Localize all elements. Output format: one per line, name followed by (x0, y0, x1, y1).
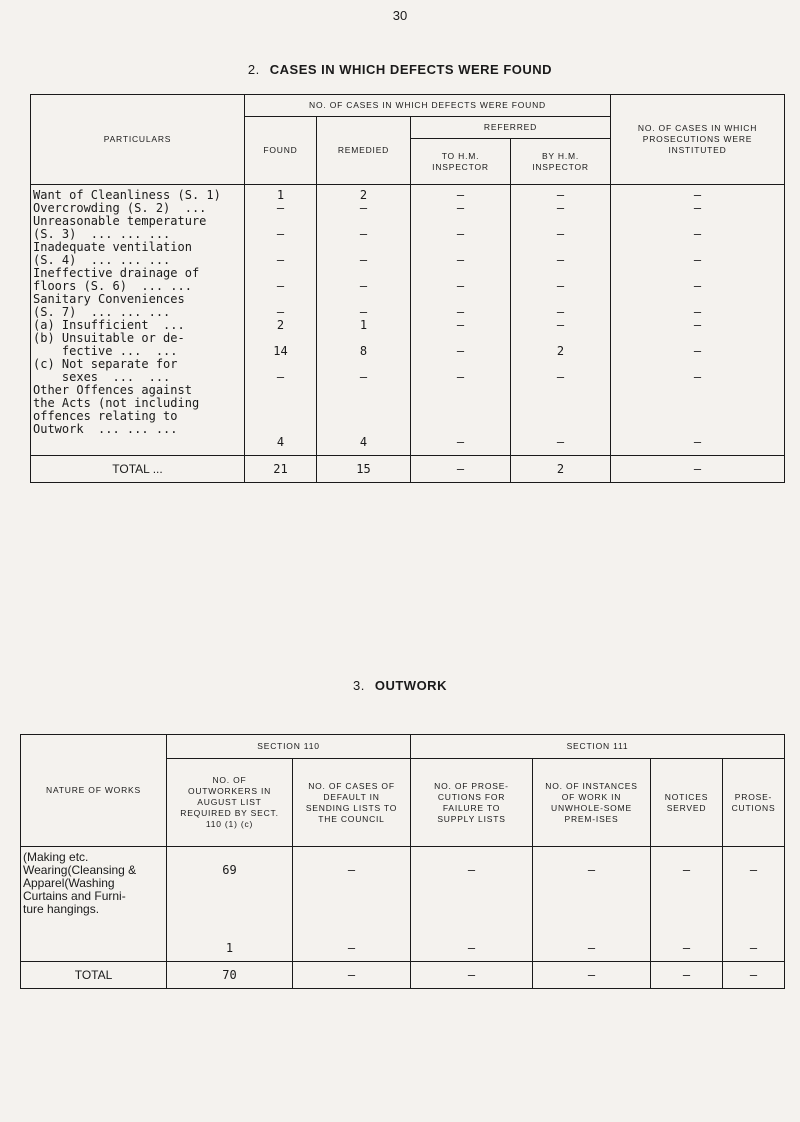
particulars-line: offences relating to (33, 409, 178, 423)
cell-spacer (317, 410, 410, 423)
nature-column (21, 847, 167, 962)
referred-header: REFERRED (411, 117, 611, 139)
cell-value-by-hm: – (556, 305, 565, 319)
section-2-title (0, 62, 800, 77)
cell-value-found: – (276, 305, 285, 319)
cell-spacer (411, 916, 532, 929)
cell-spacer (167, 877, 292, 890)
outwork-cell-value: – (347, 941, 356, 955)
cell-spacer (533, 916, 650, 929)
page-number: 30 (392, 8, 408, 23)
remedied-header: REMEDIED (317, 117, 411, 185)
particulars-line: Sanitary Conveniences (33, 292, 185, 306)
cell-value-remedied: – (359, 201, 368, 215)
section-2-number: 2. (247, 62, 260, 77)
prosecutions-header-111: PROSE-CUTIONS (723, 759, 785, 847)
cell-value-to-hm: – (456, 305, 465, 319)
cell-spacer (293, 916, 410, 929)
default-column (293, 847, 411, 962)
outwork-cell-value: – (682, 941, 691, 955)
particulars-line: Want of Cleanliness (S. 1) (33, 188, 221, 202)
total-by-hm: 2 (511, 456, 611, 483)
cell-value-found: 14 (273, 344, 288, 358)
particulars-line: (S. 3) ... ... ... (33, 227, 171, 241)
cell-spacer (293, 877, 410, 890)
outwork-cell-value: – (682, 863, 691, 877)
cell-spacer (611, 410, 784, 423)
cell-value-remedied: – (359, 227, 368, 241)
cell-value-to-hm: – (456, 318, 465, 332)
notices-served-header: NOTICES SERVED (651, 759, 723, 847)
cell-spacer (317, 397, 410, 410)
nature-line: Wearing(Cleansing & (23, 863, 137, 877)
outwork-cell-value: 1 (225, 941, 234, 955)
cell-value-found: 4 (276, 435, 285, 449)
cell-value-found: 2 (276, 318, 285, 332)
cell-spacer (411, 397, 510, 410)
found-header: FOUND (245, 117, 317, 185)
defects-table (30, 94, 785, 483)
unwholesome-column (533, 847, 651, 962)
cell-value-pros: – (693, 227, 702, 241)
outwork-cell-value: – (749, 863, 758, 877)
cell-spacer (411, 410, 510, 423)
cell-spacer (167, 890, 292, 903)
particulars-line: Ineffective drainage of (33, 266, 200, 280)
unwholesome-premises-header: NO. OF INSTANCES OF WORK IN UNWHOLE-SOME PREM-ISES (533, 759, 651, 847)
cell-value-found: – (276, 253, 285, 267)
notices-column (651, 847, 723, 962)
cell-spacer (651, 916, 722, 929)
outwork-total-c4: – (533, 962, 651, 989)
cell-value-remedied: – (359, 305, 368, 319)
cell-spacer (167, 903, 292, 916)
cell-value-by-hm: – (556, 279, 565, 293)
cell-value-to-hm: – (456, 435, 465, 449)
remedied-column (317, 185, 411, 456)
cell-spacer (293, 903, 410, 916)
nature-line: Apparel(Washing (23, 876, 115, 890)
cell-value-by-hm: – (556, 188, 565, 202)
cell-value-remedied: – (359, 279, 368, 293)
particulars-line: (c) Not separate for (33, 357, 178, 371)
outwork-total-c2: – (293, 962, 411, 989)
cell-spacer (651, 903, 722, 916)
cell-spacer (245, 397, 316, 410)
defects-total-row (31, 456, 785, 483)
cell-value-found: – (276, 201, 285, 215)
outworkers-column (167, 847, 293, 962)
cell-spacer (411, 903, 532, 916)
cell-spacer (723, 877, 784, 890)
cell-spacer (533, 890, 650, 903)
to-hm-inspector-header: TO H.M. INSPECTOR (411, 139, 511, 185)
section-110-header: SECTION 110 (167, 735, 411, 759)
cell-value-by-hm: – (556, 201, 565, 215)
cell-spacer (611, 397, 784, 410)
outwork-cell-value: – (467, 863, 476, 877)
by-hm-column (511, 185, 611, 456)
cell-value-by-hm: – (556, 253, 565, 267)
outwork-cell-value: 69 (222, 863, 237, 877)
prosecutions-column-111 (723, 847, 785, 962)
cell-value-remedied: 2 (359, 188, 368, 202)
cell-value-found: – (276, 370, 285, 384)
cell-spacer (411, 384, 510, 397)
cell-value-pros: – (693, 253, 702, 267)
particulars-line: (S. 4) ... ... ... (33, 253, 171, 267)
particulars-line: floors (S. 6) ... ... (33, 279, 192, 293)
cell-value-pros: – (693, 279, 702, 293)
cell-value-by-hm: – (556, 370, 565, 384)
prosecutions-failure-column (411, 847, 533, 962)
prosecutions-failure-header: NO. OF PROSE-CUTIONS FOR FAILURE TO SUPPLY LISTS (411, 759, 533, 847)
cell-spacer (533, 903, 650, 916)
particulars-line: Inadequate ventilation (33, 240, 192, 254)
cell-value-to-hm: – (456, 344, 465, 358)
cell-value-pros: – (693, 188, 702, 202)
outworkers-list-header: NO. OF OUTWORKERS IN AUGUST LIST REQUIRED BY SECT. 110 (1) (c) (167, 759, 293, 847)
cell-spacer (411, 890, 532, 903)
outwork-total-c3: – (411, 962, 533, 989)
cell-spacer (245, 410, 316, 423)
cell-spacer (167, 916, 292, 929)
outwork-body-row (21, 847, 785, 962)
cell-value-pros: – (693, 201, 702, 215)
cell-value-to-hm: – (456, 370, 465, 384)
cell-value-by-hm: – (556, 318, 565, 332)
nature-line: ture hangings. (23, 902, 100, 916)
total-to-hm: – (411, 456, 511, 483)
cell-value-remedied: 8 (359, 344, 368, 358)
outwork-total-c6: – (723, 962, 785, 989)
nature-of-works-header: NATURE OF WORKS (21, 735, 167, 847)
particulars-line: fective ... ... (33, 344, 178, 358)
cell-spacer (651, 890, 722, 903)
outwork-cell-value: – (587, 941, 596, 955)
defects-found-header: NO. OF CASES IN WHICH DEFECTS WERE FOUND (245, 95, 611, 117)
cell-value-to-hm: – (456, 227, 465, 241)
outwork-total-c1: 70 (167, 962, 293, 989)
cell-value-pros: – (693, 318, 702, 332)
cell-spacer (317, 384, 410, 397)
cell-spacer (533, 877, 650, 890)
cell-spacer (723, 903, 784, 916)
particulars-line: Overcrowding (S. 2) ... (33, 201, 207, 215)
prosecutions-column (611, 185, 785, 456)
particulars-line: the Acts (not including (33, 396, 200, 410)
cell-value-to-hm: – (456, 188, 465, 202)
by-hm-inspector-header: BY H.M. INSPECTOR (511, 139, 611, 185)
cell-spacer (411, 877, 532, 890)
particulars-line: (a) Insufficient ... (33, 318, 185, 332)
cell-value-pros: – (693, 435, 702, 449)
prosecutions-header: NO. OF CASES IN WHICH PROSECUTIONS WERE INSTITUTED (611, 95, 785, 185)
cell-value-found: – (276, 227, 285, 241)
cell-value-remedied: 4 (359, 435, 368, 449)
cell-value-found: 1 (276, 188, 285, 202)
to-hm-column (411, 185, 511, 456)
default-cases-header: NO. OF CASES OF DEFAULT IN SENDING LISTS TO THE COUNCIL (293, 759, 411, 847)
cell-value-to-hm: – (456, 201, 465, 215)
cell-spacer (611, 384, 784, 397)
cell-spacer (293, 890, 410, 903)
cell-value-pros: – (693, 305, 702, 319)
particulars-line: Other Offences against (33, 383, 192, 397)
section-3-number: 3. (353, 678, 365, 693)
cell-spacer (723, 916, 784, 929)
cell-spacer (511, 410, 610, 423)
cell-value-by-hm: – (556, 435, 565, 449)
defects-body-row (31, 185, 785, 456)
cell-spacer (245, 384, 316, 397)
cell-value-found: – (276, 279, 285, 293)
total-label: TOTAL ... (31, 456, 245, 483)
found-column (245, 185, 317, 456)
cell-spacer (723, 890, 784, 903)
outwork-table (20, 734, 785, 989)
outwork-total-row (21, 962, 785, 989)
section-2-heading: CASES IN WHICH DEFECTS WERE FOUND (269, 62, 553, 77)
total-remedied: 15 (317, 456, 411, 483)
particulars-line: Outwork ... ... ... (33, 422, 178, 436)
cell-spacer (651, 877, 722, 890)
cell-value-to-hm: – (456, 279, 465, 293)
section-3-heading: OUTWORK (374, 678, 447, 693)
total-prosecutions: – (611, 456, 785, 483)
cell-value-pros: – (693, 344, 702, 358)
particulars-line: (S. 7) ... ... ... (33, 305, 171, 319)
cell-value-to-hm: – (456, 253, 465, 267)
cell-value-by-hm: 2 (556, 344, 565, 358)
outwork-total-c5: – (651, 962, 723, 989)
cell-value-remedied: – (359, 253, 368, 267)
particulars-column (31, 185, 245, 456)
section-111-header: SECTION 111 (411, 735, 785, 759)
outwork-cell-value: – (467, 941, 476, 955)
section-3-title (0, 678, 800, 693)
outwork-cell-value: – (587, 863, 596, 877)
total-found: 21 (245, 456, 317, 483)
nature-line: Curtains and Furni- (23, 889, 126, 903)
outwork-total-label: TOTAL (21, 962, 167, 989)
cell-value-pros: – (693, 370, 702, 384)
cell-value-by-hm: – (556, 227, 565, 241)
cell-spacer (511, 397, 610, 410)
cell-value-remedied: 1 (359, 318, 368, 332)
cell-value-remedied: – (359, 370, 368, 384)
cell-spacer (511, 384, 610, 397)
particulars-line: (b) Unsuitable or de- (33, 331, 185, 345)
particulars-header: PARTICULARS (31, 95, 245, 185)
outwork-cell-value: – (347, 863, 356, 877)
particulars-line: sexes ... ... (33, 370, 171, 384)
particulars-line: Unreasonable temperature (33, 214, 207, 228)
outwork-cell-value: – (749, 941, 758, 955)
nature-line: (Making etc. (23, 850, 89, 864)
